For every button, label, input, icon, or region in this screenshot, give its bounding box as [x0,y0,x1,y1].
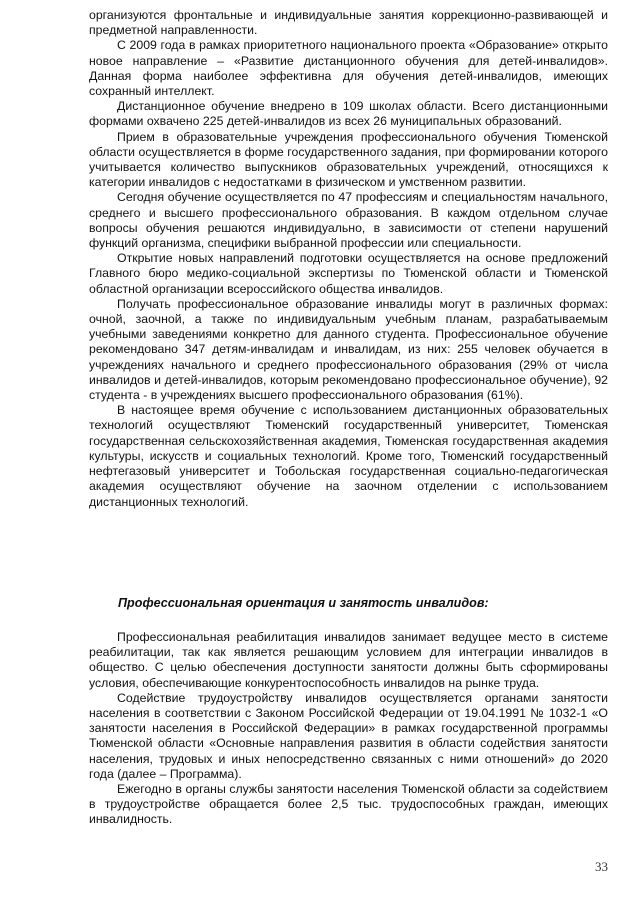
paragraph: С 2009 года в рамках приоритетного национального проекта «Образование» открыто новое направление – «Развитие дистанционного обучения для детей-инвалидов». Данная форма наиболее эффективна для обучения детей-инвалидов, имеющих сохранный интеллект. [89,38,608,99]
paragraph: Получать профессиональное образование инвалиды могут в различных формах: очной, заочной, а также по индивидуальным учебным планам, разрабатываемым учебными заведениями конкретно для данного студента. Профессиональное обучение рекомендовано 347 детям-инвалидам и инвалидам, из них: 255 человек обучается в учреждениях начального и среднего профессионального образования (29% от числа инвалидов и детей-инвалидов, которым рекомендовано профессиональное обучение), 92 студента - в учреждениях высшего профессионального образования (61%). [89,296,608,403]
page-number: 33 [595,859,608,874]
paragraph: Профессиональная реабилитация инвалидов занимает ведущее место в системе реабилитации, так как является решающим условием для интеграции инвалидов в общество. С целью обеспечения доступности занятости должны быть сформированы условия, обеспечивающие конкурентоспособность инвалидов на рынке труда. [89,630,608,690]
section-education [89,8,608,510]
section-heading: Профессиональная ориентация и занятость инвалидов: [118,596,489,610]
paragraph: Ежегодно в органы службы занятости населения Тюменской области за содействием в трудоустройстве обращается более 2,5 тыс. трудоспособных граждан, имеющих инвалидность. [89,782,608,827]
paragraph: Содействие трудоустройству инвалидов осуществляется органами занятости населения в соответствии с Законом Российской Федерации от 19.04.1991 № 1032-1 «О занятости населения в Российской Федерации» в рамках государственной программы Тюменской области «Основные направления развития в области содействия занятости населения, трудовых и иных непосредственно связанных с ними отношений» до 2020 года (далее – Программа). [89,690,608,781]
section-employment [89,630,608,828]
paragraph: Открытие новых направлений подготовки осуществляется на основе предложений Главного бюро медико-социальной экспертизы по Тюменской области и Тюменской областной организации всероссийского общества инвалидов. [89,251,608,296]
paragraph: В настоящее время обучение с использованием дистанционных образовательных технологий осуществляют Тюменский государственный университет, Тюменская государственная сельскохозяйственная академия, Тюменская государственная академия культуры, искусств и социальных технологий. Кроме того, Тюменский государственный нефтегазовый университет и Тобольская государственная социально-педагогическая академия осуществляют обучение на заочном отделении с использованием дистанционных технологий. [89,403,608,509]
paragraph: Прием в образовательные учреждения профессионального обучения Тюменской области осуществляется в форме государственного задания, при формировании которого учитывается количество выпускников образовательных учреждений, относящихся к категории инвалидов с недостатками в физическом и умственном развитии. [89,129,608,190]
paragraph: Дистанционное обучение внедрено в 109 школах области. Всего дистанционными формами охвачено 225 детей-инвалидов из всех 26 муниципальных образований. [89,99,608,129]
paragraph: организуются фронтальные и индивидуальные занятия коррекционно-развивающей и предметной направленности. [89,8,608,38]
paragraph: Сегодня обучение осуществляется по 47 профессиям и специальностям начального, среднего и высшего профессионального образования. В каждом отдельном случае вопросы обучения решаются индивидуально, в зависимости от степени нарушений функций организма, специфики выбранной профессии или специальности. [89,190,608,251]
